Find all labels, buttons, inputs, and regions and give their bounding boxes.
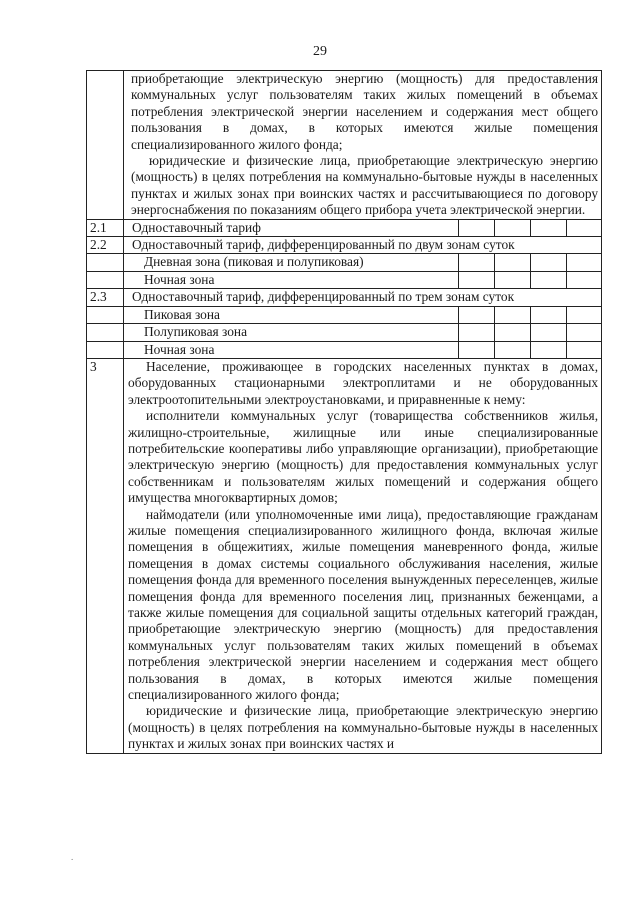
table-row xyxy=(87,254,602,271)
value-cell xyxy=(567,254,602,271)
row-number xyxy=(87,254,124,271)
row-number xyxy=(87,271,124,288)
value-cell xyxy=(495,219,531,236)
value-cell xyxy=(567,341,602,358)
row-number: 2.2 xyxy=(87,237,124,254)
value-cell xyxy=(567,306,602,323)
table-row xyxy=(87,324,602,341)
row-number-cell xyxy=(87,71,124,220)
value-cell xyxy=(531,271,567,288)
row-label: Ночная зона xyxy=(124,341,459,358)
paragraph: юридические и физические лица, приобретающие электрическую энергию (мощность) в целях потребления на коммунально-бытовые нужды в населенных пунктах и жилых зонах при воинских частях и рассчитывающиеся по договору энергоснабжения по показаниям общего прибора учета электрической энергии. xyxy=(131,153,599,218)
value-cell xyxy=(459,271,495,288)
value-cell xyxy=(531,324,567,341)
value-cell xyxy=(495,306,531,323)
value-cell xyxy=(459,324,495,341)
row-number: 2.3 xyxy=(87,289,124,306)
tariff-table xyxy=(86,70,602,754)
row-label: Полупиковая зона xyxy=(124,324,459,341)
value-cell xyxy=(459,306,495,323)
value-cell xyxy=(459,341,495,358)
text-cell xyxy=(124,71,602,220)
value-cell xyxy=(567,271,602,288)
paragraph: исполнители коммунальных услуг (товарищества собственников жилья, жилищно-строительные, жилищные или иные специализированные потребительские кооперативы либо управляющие организации), приобретающие электрическую энергию (мощность) для предоставления коммунальных услуг собственникам и пользователям жилых помещений и содержания общего имущества многоквартирных домов; xyxy=(128,408,599,506)
row-number xyxy=(87,341,124,358)
row-label: Одноставочный тариф xyxy=(124,219,459,236)
value-cell xyxy=(495,254,531,271)
table-row xyxy=(87,271,602,288)
value-cell xyxy=(495,271,531,288)
row-label: Дневная зона (пиковая и полупиковая) xyxy=(124,254,459,271)
value-cell xyxy=(459,254,495,271)
table-row xyxy=(87,237,602,254)
row-label: Ночная зона xyxy=(124,271,459,288)
table-row xyxy=(87,306,602,323)
row-number xyxy=(87,324,124,341)
value-cell xyxy=(531,306,567,323)
value-cell xyxy=(495,341,531,358)
row-number: 2.1 xyxy=(87,219,124,236)
paragraph: наймодатели (или уполномоченные ими лица), предоставляющие гражданам жилые помещения специализированного жилищного фонда, включая жилые помещения в общежитиях, жилые помещения маневренного фонда, жилые помещения в домах системы социального обслуживания населения, жилые помещения фонда для временного поселения вынужденных переселенцев, жилые помещения фонда для временного поселения лиц, признанных беженцами, а также жилые помещения для социальной защиты отдельных категорий граждан, приобретающие электрическую энергию (мощность) для предоставления коммунальных услуг пользователям таких жилых помещений в объемах потребления электрической энергии населением и содержания мест общего пользования в домах, в которых имеются жилые помещения специализированного жилого фонда; xyxy=(128,506,599,703)
paragraph: приобретающие электрическую энергию (мощность) для предоставления коммунальных услуг пользователям таких жилых помещений в объемах потребления электрической энергии населением и содержания мест общего пользования в домах, в которых имеются жилые помещения специализированного жилого фонда; xyxy=(131,71,599,152)
value-cell xyxy=(531,341,567,358)
value-cell xyxy=(531,219,567,236)
table-row xyxy=(87,219,602,236)
table-row xyxy=(87,289,602,306)
text-cell xyxy=(124,358,602,753)
value-cell xyxy=(567,219,602,236)
row-label: Одноставочный тариф, дифференцированный по двум зонам суток xyxy=(124,237,602,254)
table-row xyxy=(87,341,602,358)
row-number xyxy=(87,306,124,323)
table-row xyxy=(87,71,602,220)
row-label: Одноставочный тариф, дифференцированный по трем зонам суток xyxy=(124,289,602,306)
page-number: 29 xyxy=(313,44,327,59)
value-cell xyxy=(495,324,531,341)
scan-mark: . xyxy=(71,852,74,862)
table-row xyxy=(87,358,602,753)
row-number: 3 xyxy=(87,358,124,753)
paragraph: Население, проживающее в городских населенных пунктах в домах, оборудованных стационарными электроплитами и не оборудованных электроотопительными электроустановками, и приравненные к нему: xyxy=(128,358,599,407)
value-cell xyxy=(531,254,567,271)
value-cell xyxy=(567,324,602,341)
row-label: Пиковая зона xyxy=(124,306,459,323)
value-cell xyxy=(459,219,495,236)
paragraph: юридические и физические лица, приобретающие электрическую энергию (мощность) в целях потребления на коммунально-бытовые нужды в населенных пунктах и жилых зонах при воинских частях и xyxy=(128,703,599,752)
